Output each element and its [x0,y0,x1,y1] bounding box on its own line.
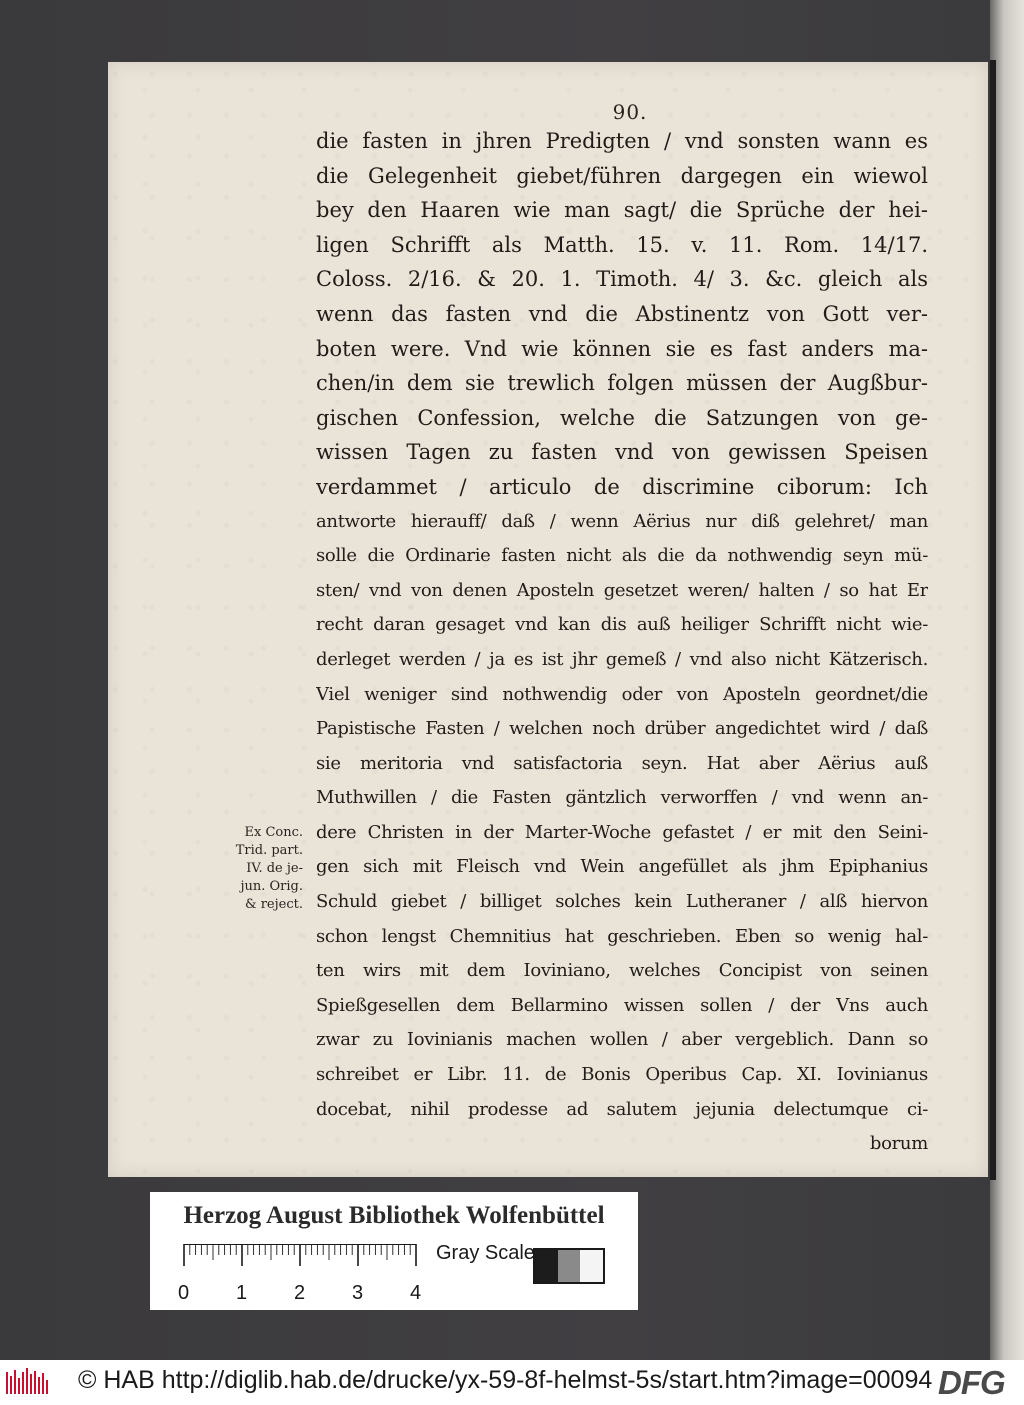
margin-note-line: Trid. part. [235,843,303,858]
ruler-label: 4 [410,1282,422,1304]
text-line: Papistische Fasten / welchen noch drüber angedichtet wird / daß [316,718,928,740]
footer-bar [0,1360,1024,1405]
text-line: antworte hierauff/ daß / wenn Aërius nur diß gelehret/ man [316,510,928,532]
page-number: 90. [612,100,648,124]
text-line: ten wirs mit dem Ioviniano, welches Concipist von seinen [316,960,928,982]
page-shadow [990,60,996,1180]
text-line: recht daran gesaget vnd kan dis auß heiliger Schrifft nicht wie- [316,614,928,636]
text-line: wissen Tagen zu fasten vnd von gewissen Speisen [316,440,928,465]
margin-note-line: IV. de je- [246,861,303,876]
source-url[interactable]: © HAB http://diglib.hab.de/drucke/yx-59-8f-helmst-5s/start.htm?image=00094 [78,1366,933,1394]
ruler-label: 2 [294,1282,306,1304]
ruler-label: 1 [236,1282,248,1304]
text-line: die fasten in jhren Predigten / vnd sonsten wann es [316,129,928,153]
text-line: sie meritoria vnd satisfactoria seyn. Hat aber Aërius auß [316,752,928,774]
gray-swatch-light [580,1250,603,1282]
text-line: verdammet / articulo de discrimine ciborum: Ich [316,474,928,499]
page-body-text [316,124,928,1162]
ruler-label: 0 [178,1282,190,1304]
library-name: Herzog August Bibliothek Wolfenbüttel [183,1202,605,1229]
text-line: Spießgesellen dem Bellarmino wissen sollen / der Vns auch [316,994,928,1016]
text-line: Viel weniger sind nothwendig oder von Aposteln geordnet/die [316,683,928,705]
margin-note-line: jun. Orig. [240,879,303,894]
gray-swatch-dark [535,1250,558,1282]
text-line: Coloss. 2/16. & 20. 1. Timoth. 4/ 3. &c. gleich als [316,267,928,292]
text-line: zwar zu Iovinianis machen wollen / aber vergeblich. Dann so [316,1029,928,1051]
margin-note-line: Ex Conc. [244,825,303,840]
text-line: docebat, nihil prodesse ad salutem jejunia delectumque ci- [316,1098,928,1120]
text-line: derleget werden / ja es ist jhr gemeß / vnd also nicht Kätzerisch. [316,648,928,670]
margin-note-line: & reject. [245,897,303,912]
text-line: schon lengst Chemnitius hat geschrieben. Eben so wenig hal- [316,925,928,947]
margin-note [207,824,303,914]
book-edge [990,0,1024,1360]
text-line: schreibet er Libr. 11. de Bonis Operibus Cap. XI. Iovinianus [316,1064,928,1086]
text-line: Muthwillen / die Fasten gäntzlich verworffen / vnd wenn an- [316,787,928,809]
text-line: die Gelegenheit giebet/führen dargegen ein wiewol [316,163,928,188]
catchword: borum [869,1133,928,1155]
text-line: gischen Confession, welche die Satzungen von ge- [316,405,928,430]
text-line: bey den Haaren wie man sagt/ die Sprüche der hei- [316,198,928,223]
text-line: boten were. Vnd wie können sie es fast anders ma- [316,336,928,361]
library-color-card [150,1192,638,1310]
gray-swatch-mid [558,1250,581,1282]
dfg-logo: DFG [938,1364,1005,1401]
text-line: dere Christen in der Marter-Woche gefastet / er mit den Seini- [316,821,928,843]
gray-scale-label: Gray Scale [436,1242,535,1264]
ruler-label: 3 [352,1282,364,1304]
text-line: gen sich mit Fleisch vnd Wein angefüllet als jhm Epiphanius [316,856,928,878]
text-line: ligen Schrifft als Matth. 15. v. 11. Rom. 14/17. [316,232,928,257]
text-line: Schuld giebet / billiget solches kein Lutheraner / alß hiervon [316,891,928,913]
hab-barcode-logo-icon [6,1368,48,1398]
ruler-scale [180,1244,420,1266]
text-line: sten/ vnd von denen Aposteln gesetzet weren/ halten / so hat Er [316,579,928,601]
gray-scale-swatch [533,1248,605,1284]
text-line: wenn das fasten vnd die Abstinentz von Gott ver- [316,301,928,326]
text-line: solle die Ordinarie fasten nicht als die da nothwendig seyn mü- [316,545,928,567]
text-line: chen/in dem sie trewlich folgen müssen der Augßbur- [316,371,928,396]
